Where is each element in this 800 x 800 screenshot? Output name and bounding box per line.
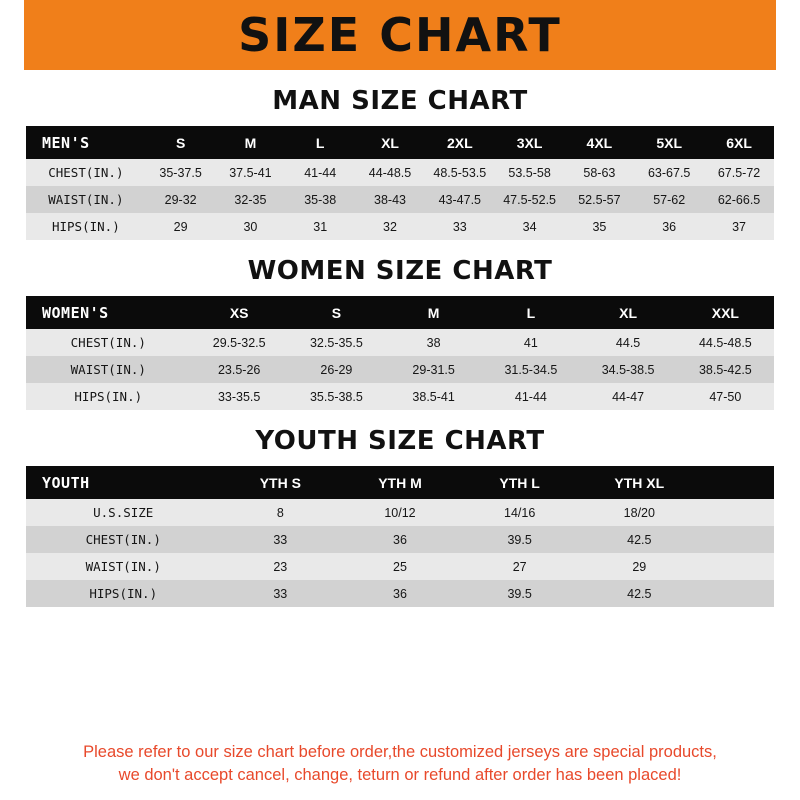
men-column-header: L	[285, 126, 355, 159]
table-cell: 48.5-53.5	[425, 159, 495, 186]
section-title-youth: YOUTH SIZE CHART	[255, 426, 545, 456]
men-size-table	[26, 126, 774, 240]
table-cell: 53.5-58	[495, 159, 565, 186]
table-row	[26, 526, 774, 553]
table-cell: 30	[216, 213, 286, 240]
table-cell: 14/16	[460, 499, 580, 526]
table-cell: 32.5-35.5	[288, 329, 385, 356]
table-cell: 58-63	[565, 159, 635, 186]
youth-column-header: YTH S	[220, 466, 340, 499]
table-cell: 67.5-72	[704, 159, 774, 186]
row-label: HIPS(IN.)	[26, 580, 220, 607]
men-column-header: 6XL	[704, 126, 774, 159]
table-cell: 62-66.5	[704, 186, 774, 213]
women-column-header: XS	[191, 296, 288, 329]
table-row	[26, 383, 774, 410]
table-cell: 34	[495, 213, 565, 240]
table-cell: 38.5-41	[385, 383, 482, 410]
row-label: HIPS(IN.)	[26, 383, 191, 410]
table-cell: 25	[340, 553, 460, 580]
footer-note-line-2: we don't accept cancel, change, teturn or refund after order has been placed!	[118, 765, 682, 784]
table-cell: 35-38	[285, 186, 355, 213]
table-cell-spacer	[699, 580, 774, 607]
table-cell: 33	[220, 526, 340, 553]
section-title-men: MAN SIZE CHART	[272, 86, 528, 116]
table-cell: 36	[340, 580, 460, 607]
women-column-header: S	[288, 296, 385, 329]
table-cell: 32-35	[216, 186, 286, 213]
table-cell: 63-67.5	[634, 159, 704, 186]
table-cell: 8	[220, 499, 340, 526]
table-row	[26, 553, 774, 580]
table-row	[26, 329, 774, 356]
table-row	[26, 186, 774, 213]
table-cell: 10/12	[340, 499, 460, 526]
men-column-header: 2XL	[425, 126, 495, 159]
table-cell: 36	[340, 526, 460, 553]
banner	[0, 0, 800, 70]
women-header-label: WOMEN'S	[26, 296, 191, 329]
table-row	[26, 159, 774, 186]
youth-header-label: YOUTH	[26, 466, 220, 499]
table-cell-spacer	[699, 526, 774, 553]
table-header-row	[26, 126, 774, 159]
row-label: U.S.SIZE	[26, 499, 220, 526]
men-column-header: M	[216, 126, 286, 159]
table-cell: 35	[565, 213, 635, 240]
table-row	[26, 356, 774, 383]
content-area	[0, 70, 800, 800]
table-cell: 31.5-34.5	[482, 356, 579, 383]
row-label: CHEST(IN.)	[26, 526, 220, 553]
women-column-header: M	[385, 296, 482, 329]
table-cell: 18/20	[579, 499, 699, 526]
table-cell: 52.5-57	[565, 186, 635, 213]
youth-header-spacer	[699, 466, 774, 499]
table-cell-spacer	[699, 553, 774, 580]
table-cell: 29	[579, 553, 699, 580]
youth-column-header: YTH M	[340, 466, 460, 499]
table-cell: 37	[704, 213, 774, 240]
women-column-header: XL	[579, 296, 676, 329]
table-cell: 36	[634, 213, 704, 240]
table-cell: 43-47.5	[425, 186, 495, 213]
table-cell: 27	[460, 553, 580, 580]
table-cell: 38-43	[355, 186, 425, 213]
table-header-row	[26, 296, 774, 329]
table-cell: 37.5-41	[216, 159, 286, 186]
table-cell: 41-44	[285, 159, 355, 186]
table-cell: 32	[355, 213, 425, 240]
table-cell: 33	[220, 580, 340, 607]
section-title-women: WOMEN SIZE CHART	[247, 256, 553, 286]
table-row	[26, 213, 774, 240]
youth-column-header: YTH L	[460, 466, 580, 499]
women-size-table	[26, 296, 774, 410]
row-label: WAIST(IN.)	[26, 553, 220, 580]
row-label: HIPS(IN.)	[26, 213, 146, 240]
table-cell: 35.5-38.5	[288, 383, 385, 410]
table-cell: 29	[146, 213, 216, 240]
table-cell: 44-48.5	[355, 159, 425, 186]
table-row	[26, 580, 774, 607]
men-column-header: 3XL	[495, 126, 565, 159]
women-column-header: L	[482, 296, 579, 329]
footer-note-line-1: Please refer to our size chart before order,the customized jerseys are special products,	[83, 743, 717, 762]
table-cell: 47-50	[677, 383, 774, 410]
youth-column-header: YTH XL	[579, 466, 699, 499]
table-cell: 44-47	[579, 383, 676, 410]
table-cell: 42.5	[579, 580, 699, 607]
table-cell: 44.5-48.5	[677, 329, 774, 356]
footer-note	[26, 729, 774, 800]
table-cell: 41	[482, 329, 579, 356]
table-cell: 38.5-42.5	[677, 356, 774, 383]
men-column-header: S	[146, 126, 216, 159]
table-cell: 29.5-32.5	[191, 329, 288, 356]
table-cell: 29-32	[146, 186, 216, 213]
men-header-label: MEN'S	[26, 126, 146, 159]
women-column-header: XXL	[677, 296, 774, 329]
row-label: CHEST(IN.)	[26, 159, 146, 186]
table-cell: 39.5	[460, 580, 580, 607]
table-cell: 41-44	[482, 383, 579, 410]
table-cell: 39.5	[460, 526, 580, 553]
table-cell: 23.5-26	[191, 356, 288, 383]
table-cell: 35-37.5	[146, 159, 216, 186]
table-cell: 57-62	[634, 186, 704, 213]
table-cell: 34.5-38.5	[579, 356, 676, 383]
row-label: WAIST(IN.)	[26, 356, 191, 383]
table-cell: 38	[385, 329, 482, 356]
table-cell: 42.5	[579, 526, 699, 553]
men-column-header: XL	[355, 126, 425, 159]
men-column-header: 5XL	[634, 126, 704, 159]
table-cell: 29-31.5	[385, 356, 482, 383]
table-cell: 23	[220, 553, 340, 580]
youth-size-table	[26, 466, 774, 607]
table-cell: 33	[425, 213, 495, 240]
table-cell: 26-29	[288, 356, 385, 383]
table-cell: 44.5	[579, 329, 676, 356]
table-cell: 31	[285, 213, 355, 240]
table-cell: 47.5-52.5	[495, 186, 565, 213]
row-label: WAIST(IN.)	[26, 186, 146, 213]
row-label: CHEST(IN.)	[26, 329, 191, 356]
table-row	[26, 499, 774, 526]
table-cell: 33-35.5	[191, 383, 288, 410]
table-cell-spacer	[699, 499, 774, 526]
table-header-row	[26, 466, 774, 499]
men-column-header: 4XL	[565, 126, 635, 159]
page-title: SIZE CHART	[238, 8, 562, 62]
